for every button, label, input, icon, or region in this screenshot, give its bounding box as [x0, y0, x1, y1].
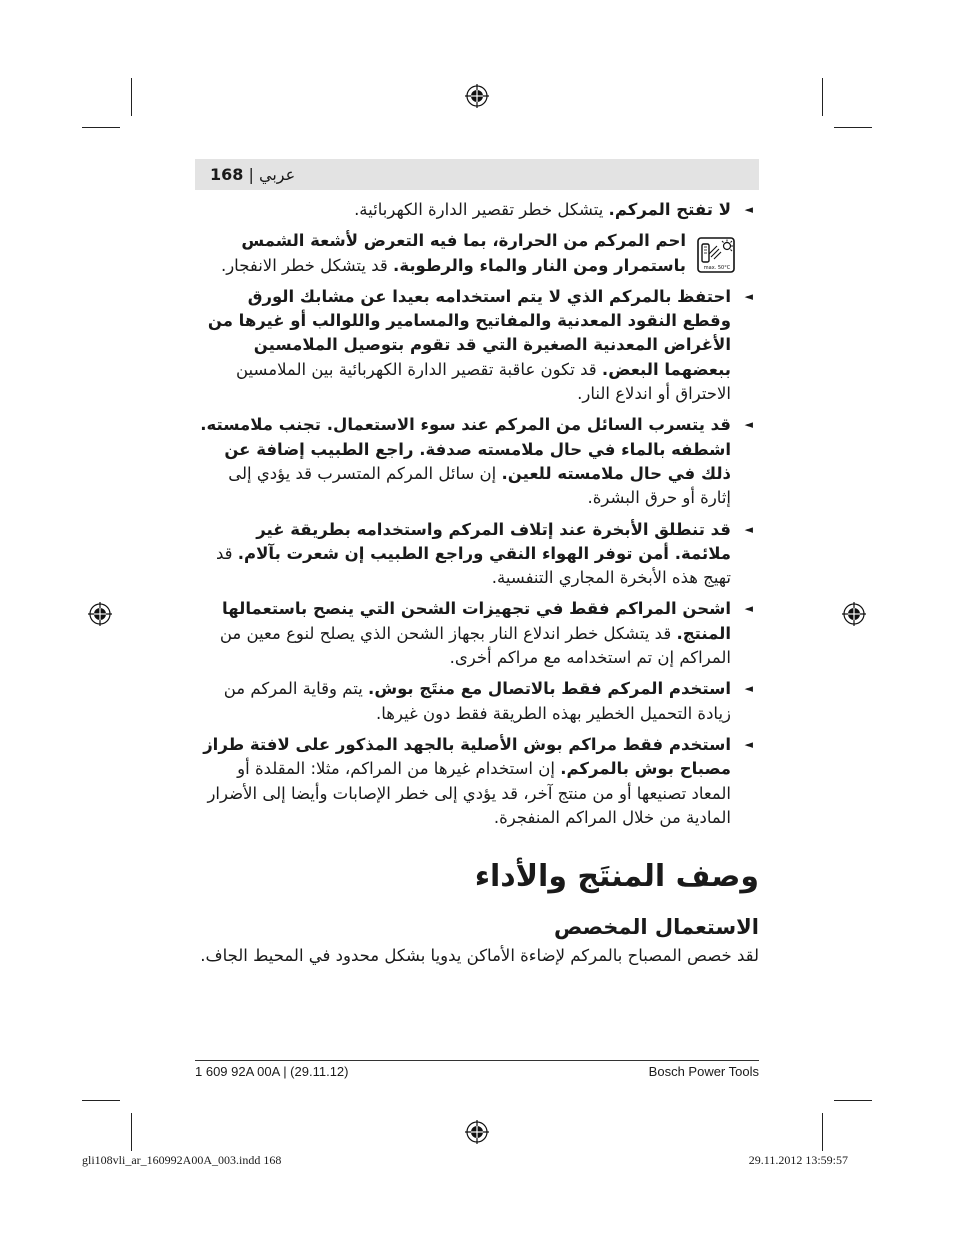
header-language: عربي	[258, 165, 296, 184]
crop-mark-top-right-horizontal	[834, 127, 872, 128]
header-separator: |	[248, 165, 259, 184]
item-text: إن سائل المركم المتسرب قد يؤدي إلى إثارة أو حرق البشرة.	[228, 463, 731, 508]
item-bold-text: قد يتسرب السائل من المركم عند سوء الاستعمال. تجنب ملامسته. اشطفه بالماء في حال ملامسته صدفة. راجع الطبيب إضافة عن ذلك في حال ملامسته للعين.	[200, 415, 731, 483]
intended-use-paragraph: لقد خصص المصباح بالمركم لإضاءة الأماكن يدويا بشكل محدود في المحيط الجاف.	[200, 946, 759, 966]
safety-item	[195, 518, 759, 591]
item-text: يتم وقاية المركم من زيادة التحميل الخطير بهذه الطريقة فقط دون غيرها.	[223, 679, 731, 723]
crop-mark-bottom-right-horizontal	[834, 1100, 872, 1101]
safety-item	[195, 597, 759, 670]
safety-item	[195, 677, 759, 726]
safety-item	[195, 285, 759, 406]
crop-mark-top-left-horizontal	[82, 127, 120, 128]
heat-warning-icon	[697, 237, 735, 273]
page-header	[210, 165, 295, 184]
sub-title: الاستعمال المخصص	[553, 915, 759, 940]
item-text: يتشكل خطر تقصير الدارة الكهربائية.	[354, 200, 609, 219]
heat-warning-icon-label: max. 50°C	[703, 265, 731, 272]
bullet-triangle-icon: ◄	[744, 418, 753, 432]
item-bold-text: قد تنطلق الأبخرة عند إتلاف المركم واستخدامه بطريقة غير ملائمة. أمن توفر الهواء النقي وراجع الطبيب إن شعرت بآلام.	[237, 519, 731, 563]
footer-divider	[195, 1060, 759, 1061]
item-bold-text: احتفظ بالمركم الذي لا يتم استخدامه بعيدا عن مشابك الورق وقطع النقود المعدنية والمفاتيح والمسامير واللوالب أو غيرها من الأغراض المعدنية الصغيرة التي قد تقوم بتوصيل الملامسين ببعضهما البعض.	[207, 286, 731, 379]
safety-item	[195, 229, 759, 278]
item-bold-text: لا تفتح المركم.	[608, 200, 731, 219]
bullet-triangle-icon: ◄	[744, 522, 753, 536]
bullet-triangle-icon: ◄	[744, 289, 753, 303]
page-number: 168	[210, 165, 244, 184]
bullet-triangle-icon: ◄	[744, 203, 753, 216]
item-bold-text: احم المركم من الحرارة، بما فيه التعرض لأشعة الشمس باستمرار ومن النار والماء والرطوبة.	[241, 231, 686, 275]
item-text: قد يتشكل خطر اندلاع النار بجهاز الشحن الذي يصلح لنوع معين من المراكم إن تم استخدامه مع مراكم أخرى.	[219, 623, 731, 668]
crop-mark-top-left-vertical	[131, 78, 132, 116]
footer-doc-number: 1 609 92A 00A | (29.11.12)	[195, 1064, 349, 1079]
safety-item	[195, 413, 759, 510]
slug-timestamp: 29.11.2012 13:59:57	[748, 1153, 848, 1167]
registration-mark-icon-bottom	[465, 1120, 489, 1144]
bullet-triangle-icon: ◄	[744, 602, 753, 616]
item-bold-text: اشحن المراكم فقط في تجهيزات الشحن التي ينصح باستعمالها المنتج.	[222, 599, 731, 643]
item-bold-text: استخدم فقط مراكم بوش الأصلية بالجهد المذكور على لافتة طراز مصباح بوش بالمركم.	[203, 734, 731, 779]
main-content	[195, 198, 759, 968]
bullet-triangle-icon: ◄	[744, 737, 753, 751]
slug-file-name: gli108vli_ar_160992A00A_003.indd 168	[82, 1153, 282, 1167]
crop-mark-bottom-right-vertical	[822, 1113, 823, 1151]
crop-mark-bottom-left-vertical	[131, 1113, 132, 1151]
registration-mark-icon-right	[842, 602, 866, 626]
crop-mark-bottom-left-horizontal	[82, 1100, 120, 1101]
safety-item	[195, 733, 759, 830]
item-text: قد تكون عاقبة تقصير الدارة الكهربائية بين الملامسين الاحتراق أو اندلاع النار.	[235, 359, 731, 404]
item-text: قد تهيج هذه الأبخرة المجاري التنفسية.	[215, 543, 731, 588]
registration-mark-icon-left	[88, 602, 112, 626]
bullet-triangle-icon: ◄	[744, 682, 753, 696]
item-text: قد يتشكل خطر الانفجار.	[220, 255, 394, 275]
safety-item	[195, 198, 759, 222]
item-text: إن استخدام غيرها من المراكم، مثلا: المقلدة أو المعاد تصنيعها أو من منتج آخر، قد يؤدي إلى خطر الإصابات وأيضا إلى الأضرار المادية من خلال المراكم المنفجرة.	[207, 759, 731, 827]
item-bold-text: استخدم المركم فقط بالاتصال مع منتَج بوش.	[368, 679, 731, 699]
crop-mark-top-right-vertical	[822, 78, 823, 116]
registration-mark-icon-top	[465, 84, 489, 108]
section-title: وصف المنتَج والأداء	[474, 859, 759, 895]
footer-brand: Bosch Power Tools	[648, 1064, 759, 1079]
